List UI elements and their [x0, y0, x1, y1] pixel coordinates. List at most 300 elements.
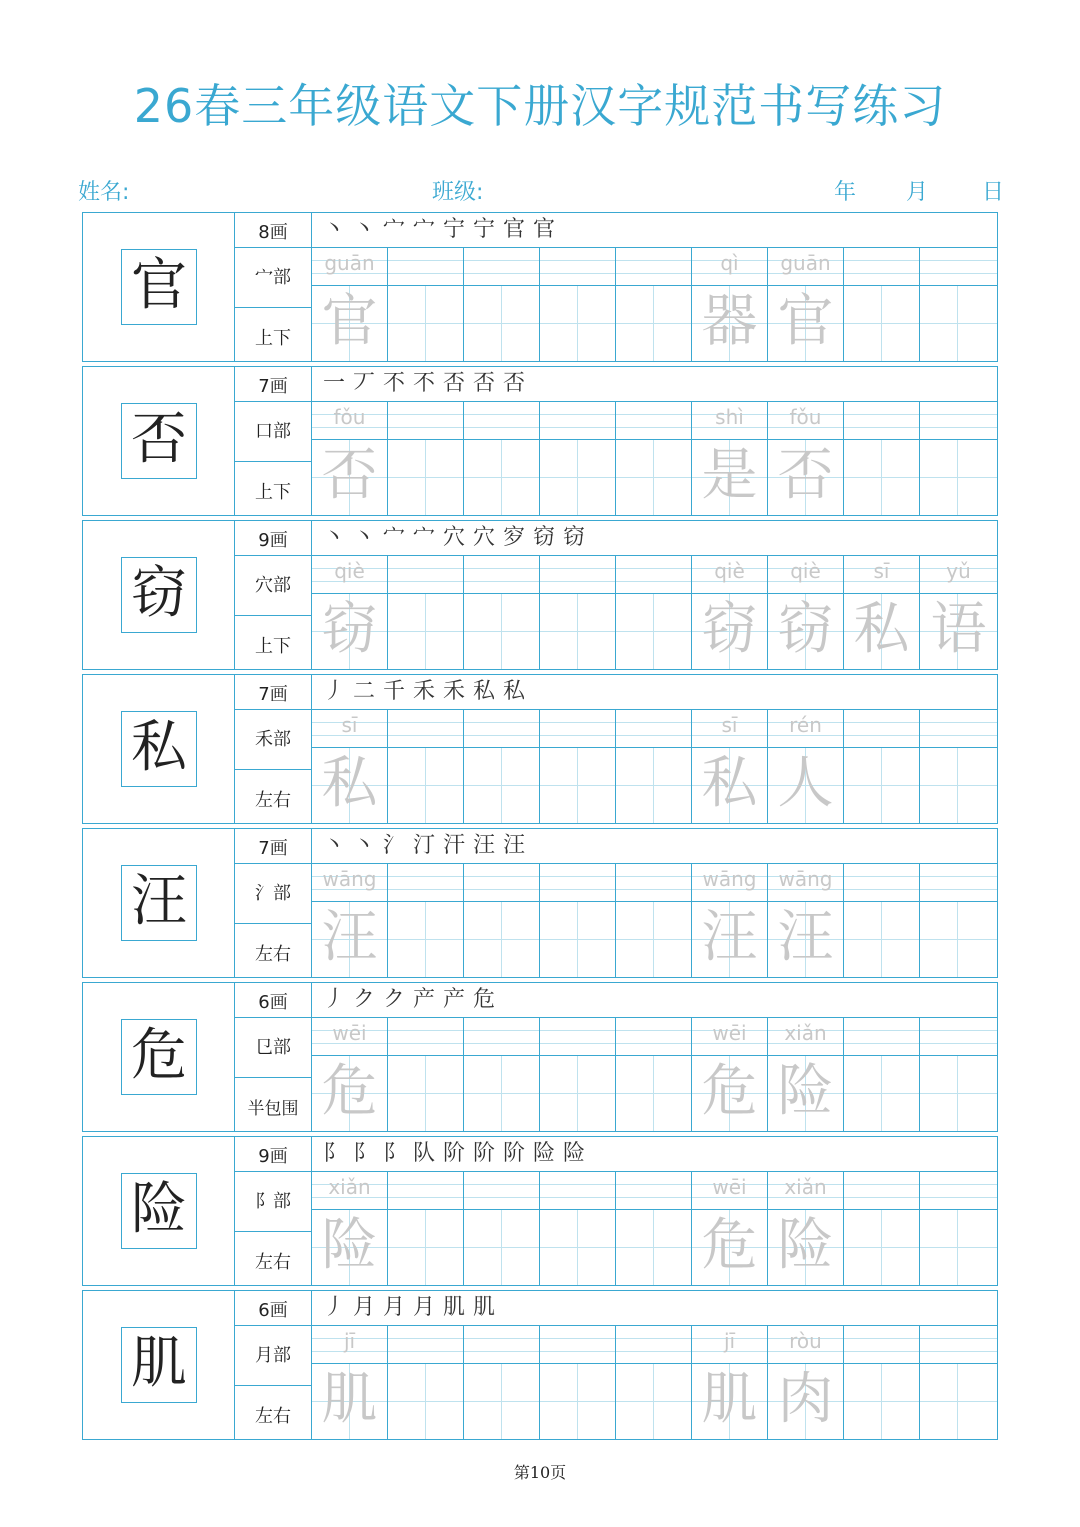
stroke-step: 二	[352, 679, 377, 704]
practice-cell[interactable]	[388, 710, 464, 823]
big-char-cell	[83, 675, 235, 823]
practice-cell[interactable]	[692, 864, 768, 977]
char-info	[235, 213, 312, 361]
trace-character: 窃	[312, 594, 387, 669]
pinyin-line	[464, 402, 539, 440]
trace-character: 肌	[692, 1364, 767, 1439]
practice-cell[interactable]	[920, 1172, 997, 1285]
pinyin-line: wāng	[312, 864, 387, 902]
structure: 半包围	[247, 1099, 299, 1119]
practice-cell[interactable]	[464, 864, 540, 977]
trace-character	[540, 1056, 615, 1131]
practice-cell[interactable]	[464, 248, 540, 361]
stroke-step: 否	[502, 371, 527, 396]
pinyin-line	[464, 1172, 539, 1210]
practice-cell[interactable]	[844, 1326, 920, 1439]
pinyin-line	[464, 710, 539, 748]
trace-character	[464, 594, 539, 669]
stroke-count: 6画	[235, 1296, 311, 1326]
pinyin-line	[616, 1326, 691, 1364]
pinyin-line	[464, 248, 539, 286]
practice-cell[interactable]	[388, 1172, 464, 1285]
practice-cell[interactable]	[540, 710, 616, 823]
practice-cell[interactable]	[768, 1018, 844, 1131]
pinyin-line	[388, 1172, 463, 1210]
pinyin-line	[540, 1018, 615, 1056]
stroke-step: 汪	[472, 833, 497, 858]
big-char: 危	[121, 1019, 197, 1095]
char-info	[235, 1291, 312, 1439]
trace-character: 窃	[768, 594, 843, 669]
stroke-step: 宀	[412, 525, 437, 550]
practice-cell[interactable]	[920, 710, 997, 823]
practice-cell[interactable]	[464, 1326, 540, 1439]
big-char: 窃	[121, 557, 197, 633]
stroke-step: ク	[382, 987, 407, 1012]
practice-cell[interactable]	[312, 710, 388, 823]
big-char: 汪	[121, 865, 197, 941]
practice-cell[interactable]	[844, 1018, 920, 1131]
practice-cell[interactable]	[920, 1326, 997, 1439]
stroke-step: 禾	[442, 679, 467, 704]
structure: 左右	[255, 1252, 291, 1273]
stroke-step: 穴	[472, 525, 497, 550]
practice-cell[interactable]	[692, 402, 768, 515]
pinyin-line: guān	[768, 248, 843, 286]
practice-cell[interactable]	[616, 710, 692, 823]
month-label: 月	[906, 180, 929, 205]
year-label: 年	[834, 180, 857, 205]
trace-character	[920, 1210, 997, 1285]
practice-cell[interactable]	[768, 1172, 844, 1285]
pinyin-line	[920, 710, 997, 748]
stroke-step: 丶	[352, 217, 377, 242]
writing-grid	[312, 710, 997, 823]
pinyin-line	[540, 248, 615, 286]
practice-cell[interactable]	[844, 864, 920, 977]
stroke-step: 不	[412, 371, 437, 396]
pinyin-line	[540, 1172, 615, 1210]
char-block	[82, 828, 998, 978]
practice-cell[interactable]	[768, 864, 844, 977]
char-block	[82, 982, 998, 1132]
pinyin-line: yǔ	[920, 556, 997, 594]
trace-character	[844, 286, 919, 361]
practice-cell[interactable]	[692, 556, 768, 669]
trace-character	[388, 902, 463, 977]
practice-cell[interactable]	[388, 1326, 464, 1439]
stroke-step: 丿	[322, 987, 347, 1012]
practice-cell[interactable]	[616, 556, 692, 669]
trace-character: 是	[692, 440, 767, 515]
stroke-step: 危	[472, 987, 497, 1012]
big-char: 肌	[121, 1327, 197, 1403]
practice-cell[interactable]	[312, 1172, 388, 1285]
practice-cell[interactable]	[464, 1172, 540, 1285]
practice-cell[interactable]	[844, 556, 920, 669]
practice-cell[interactable]	[844, 248, 920, 361]
stroke-order	[312, 213, 997, 248]
stroke-count: 9画	[235, 526, 311, 556]
stroke-step: 禾	[412, 679, 437, 704]
stroke-order	[312, 829, 997, 864]
stroke-step: 险	[532, 1141, 557, 1166]
trace-character	[540, 1364, 615, 1439]
practice-cell[interactable]	[312, 402, 388, 515]
stroke-step: 队	[412, 1141, 437, 1166]
practice-cell[interactable]	[768, 1326, 844, 1439]
writing-grid	[312, 248, 997, 361]
trace-character	[844, 1210, 919, 1285]
stroke-step: 险	[562, 1141, 587, 1166]
practice-cell[interactable]	[464, 1018, 540, 1131]
radical: 穴部	[235, 556, 311, 616]
stroke-order	[312, 675, 997, 710]
practice-cell[interactable]	[844, 1172, 920, 1285]
trace-character	[464, 286, 539, 361]
stroke-count: 8画	[235, 218, 311, 248]
char-block	[82, 674, 998, 824]
practice-cell[interactable]	[388, 402, 464, 515]
char-block	[82, 212, 998, 362]
practice-cell[interactable]	[388, 556, 464, 669]
practice-cell[interactable]	[312, 248, 388, 361]
pinyin-line	[540, 1326, 615, 1364]
practice-cell[interactable]	[312, 556, 388, 669]
structure: 上下	[255, 482, 291, 503]
trace-character: 私	[844, 594, 919, 669]
practice-cell[interactable]	[540, 1326, 616, 1439]
structure: 左右	[255, 1406, 291, 1427]
practice-cell[interactable]	[616, 248, 692, 361]
trace-character	[388, 594, 463, 669]
practice-cell[interactable]	[388, 248, 464, 361]
pinyin-line	[920, 1326, 997, 1364]
char-block	[82, 1290, 998, 1440]
pinyin-line: qiè	[692, 556, 767, 594]
pinyin-line	[616, 402, 691, 440]
char-info	[235, 983, 312, 1131]
pinyin-line	[464, 864, 539, 902]
practice-cell[interactable]	[540, 1018, 616, 1131]
trace-character: 危	[692, 1210, 767, 1285]
big-char-cell	[83, 1291, 235, 1439]
practice-cell[interactable]	[844, 710, 920, 823]
trace-character	[844, 748, 919, 823]
radical: 宀部	[235, 248, 311, 308]
stroke-step: 否	[442, 371, 467, 396]
pinyin-line: xiǎn	[768, 1018, 843, 1056]
stroke-step: 宁	[472, 217, 497, 242]
trace-character	[464, 748, 539, 823]
trace-character	[540, 440, 615, 515]
stroke-step: 汪	[502, 833, 527, 858]
stroke-step: 阶	[472, 1141, 497, 1166]
practice-cell[interactable]	[844, 402, 920, 515]
pinyin-line	[920, 1018, 997, 1056]
practice-cell[interactable]	[692, 1326, 768, 1439]
char-block	[82, 520, 998, 670]
big-char-cell	[83, 983, 235, 1131]
trace-character	[388, 286, 463, 361]
stroke-step: 产	[412, 987, 437, 1012]
practice-cell[interactable]	[920, 402, 997, 515]
day-label: 日	[982, 180, 1005, 205]
pinyin-line	[844, 1018, 919, 1056]
stroke-step: 丿	[322, 679, 347, 704]
radical: 氵部	[235, 864, 311, 924]
trace-character	[616, 440, 691, 515]
pinyin-line: wāng	[768, 864, 843, 902]
pinyin-line: xiǎn	[768, 1172, 843, 1210]
stroke-step: 穴	[442, 525, 467, 550]
pinyin-line: jī	[312, 1326, 387, 1364]
radical: 阝部	[235, 1172, 311, 1232]
radical: 口部	[235, 402, 311, 462]
stroke-step: ク	[352, 987, 377, 1012]
trace-character	[616, 594, 691, 669]
trace-character: 语	[920, 594, 997, 669]
stroke-step: 阝	[382, 1141, 407, 1166]
pinyin-line	[844, 1326, 919, 1364]
practice-cell[interactable]	[312, 1018, 388, 1131]
trace-character	[388, 1364, 463, 1439]
stroke-step: 宀	[382, 217, 407, 242]
trace-character	[540, 594, 615, 669]
trace-character	[844, 902, 919, 977]
structure: 上下	[255, 636, 291, 657]
stroke-step: 肌	[472, 1295, 497, 1320]
pinyin-line	[540, 710, 615, 748]
pinyin-line	[388, 1326, 463, 1364]
stroke-step: 否	[472, 371, 497, 396]
practice-cell[interactable]	[388, 1018, 464, 1131]
pinyin-line	[616, 710, 691, 748]
practice-cell[interactable]	[768, 710, 844, 823]
trace-character: 汪	[692, 902, 767, 977]
pinyin-line	[844, 1172, 919, 1210]
stroke-step: 私	[502, 679, 527, 704]
big-char-cell	[83, 521, 235, 669]
pinyin-line	[388, 710, 463, 748]
practice-cell[interactable]	[616, 1172, 692, 1285]
practice-cell[interactable]	[616, 402, 692, 515]
pinyin-line	[540, 402, 615, 440]
writing-grid	[312, 1018, 997, 1131]
trace-character	[464, 440, 539, 515]
page-title: 26春三年级语文下册汉字规范书写练习	[133, 79, 947, 133]
stroke-step: 一	[322, 371, 347, 396]
stroke-step: 窃	[562, 525, 587, 550]
trace-character	[616, 1210, 691, 1285]
pinyin-line: qiè	[768, 556, 843, 594]
trace-character	[540, 286, 615, 361]
pinyin-line: xiǎn	[312, 1172, 387, 1210]
stroke-step: 丶	[322, 833, 347, 858]
trace-character: 汪	[768, 902, 843, 977]
page-number: 第10页	[513, 1463, 567, 1482]
pinyin-line: fǒu	[312, 402, 387, 440]
practice-cell[interactable]	[920, 1018, 997, 1131]
stroke-step: 月	[352, 1295, 377, 1320]
stroke-step: 丿	[322, 1295, 347, 1320]
stroke-step: 官	[532, 217, 557, 242]
trace-character	[616, 1056, 691, 1131]
practice-cell[interactable]	[616, 864, 692, 977]
pinyin-line: wēi	[692, 1018, 767, 1056]
stroke-order	[312, 1137, 997, 1172]
pinyin-line: guān	[312, 248, 387, 286]
trace-character	[920, 902, 997, 977]
writing-grid	[312, 1172, 997, 1285]
pinyin-line	[616, 864, 691, 902]
trace-character: 私	[692, 748, 767, 823]
trace-character	[464, 902, 539, 977]
stroke-step: 官	[502, 217, 527, 242]
structure: 左右	[255, 944, 291, 965]
pinyin-line	[540, 864, 615, 902]
radical: 㔾部	[235, 1018, 311, 1078]
trace-character: 肌	[312, 1364, 387, 1439]
trace-character	[844, 1364, 919, 1439]
big-char-cell	[83, 1137, 235, 1285]
trace-character: 危	[312, 1056, 387, 1131]
pinyin-line	[388, 248, 463, 286]
practice-cell[interactable]	[692, 248, 768, 361]
stroke-count: 9画	[235, 1142, 311, 1172]
radical: 月部	[235, 1326, 311, 1386]
trace-character: 肉	[768, 1364, 843, 1439]
practice-cell[interactable]	[920, 556, 997, 669]
stroke-step: 丶	[352, 833, 377, 858]
practice-cell[interactable]	[920, 864, 997, 977]
radical: 禾部	[235, 710, 311, 770]
practice-cell[interactable]	[464, 710, 540, 823]
stroke-count: 7画	[235, 834, 311, 864]
stroke-order	[312, 1291, 997, 1326]
pinyin-line: rén	[768, 710, 843, 748]
stroke-step: 月	[382, 1295, 407, 1320]
trace-character	[464, 1210, 539, 1285]
writing-grid	[312, 556, 997, 669]
trace-character: 官	[768, 286, 843, 361]
stroke-step: 宀	[412, 217, 437, 242]
pinyin-line	[920, 402, 997, 440]
stroke-count: 7画	[235, 680, 311, 710]
pinyin-line	[616, 1018, 691, 1056]
pinyin-line	[616, 248, 691, 286]
stroke-step: 丶	[352, 525, 377, 550]
pinyin-line	[920, 864, 997, 902]
big-char: 官	[121, 249, 197, 325]
name-label: 姓名:	[78, 180, 130, 205]
practice-cell[interactable]	[768, 402, 844, 515]
char-block	[82, 1136, 998, 1286]
char-info	[235, 521, 312, 669]
trace-character: 人	[768, 748, 843, 823]
char-info	[235, 829, 312, 977]
practice-cell[interactable]	[692, 1172, 768, 1285]
pinyin-line: sī	[844, 556, 919, 594]
pinyin-line	[616, 1172, 691, 1210]
char-block	[82, 366, 998, 516]
practice-cell[interactable]	[540, 556, 616, 669]
practice-cell[interactable]	[464, 402, 540, 515]
pinyin-line: qì	[692, 248, 767, 286]
pinyin-line: wēi	[692, 1172, 767, 1210]
trace-character: 险	[312, 1210, 387, 1285]
stroke-order	[312, 983, 997, 1018]
practice-cell[interactable]	[692, 1018, 768, 1131]
trace-character: 危	[692, 1056, 767, 1131]
practice-cell[interactable]	[692, 710, 768, 823]
stroke-step: 窃	[532, 525, 557, 550]
practice-cell[interactable]	[312, 864, 388, 977]
practice-cell[interactable]	[768, 556, 844, 669]
pinyin-line	[920, 1172, 997, 1210]
pinyin-line	[388, 556, 463, 594]
stroke-step: 氵	[382, 833, 407, 858]
pinyin-line	[464, 1018, 539, 1056]
practice-cell[interactable]	[388, 864, 464, 977]
practice-cell[interactable]	[312, 1326, 388, 1439]
pinyin-line	[464, 556, 539, 594]
pinyin-line	[464, 1326, 539, 1364]
stroke-step: 汗	[442, 833, 467, 858]
pinyin-line	[844, 248, 919, 286]
big-char: 险	[121, 1173, 197, 1249]
big-char-cell	[83, 367, 235, 515]
practice-cell[interactable]	[920, 248, 997, 361]
trace-character	[464, 1056, 539, 1131]
practice-cell[interactable]	[540, 248, 616, 361]
pinyin-line	[844, 864, 919, 902]
stroke-step: 丆	[352, 371, 377, 396]
stroke-step: 私	[472, 679, 497, 704]
trace-character	[388, 1056, 463, 1131]
pinyin-line: fǒu	[768, 402, 843, 440]
stroke-step: 阶	[502, 1141, 527, 1166]
pinyin-line: ròu	[768, 1326, 843, 1364]
pinyin-line: sī	[312, 710, 387, 748]
trace-character	[464, 1364, 539, 1439]
practice-cell[interactable]	[540, 864, 616, 977]
stroke-step: 阝	[352, 1141, 377, 1166]
trace-character	[616, 1364, 691, 1439]
pinyin-line	[540, 556, 615, 594]
trace-character: 器	[692, 286, 767, 361]
trace-character: 否	[768, 440, 843, 515]
stroke-step: 穸	[502, 525, 527, 550]
trace-character	[388, 440, 463, 515]
practice-cell[interactable]	[616, 1326, 692, 1439]
stroke-count: 6画	[235, 988, 311, 1018]
practice-cell[interactable]	[540, 1172, 616, 1285]
pinyin-line	[616, 556, 691, 594]
pinyin-line	[388, 402, 463, 440]
big-char: 否	[121, 403, 197, 479]
practice-cell[interactable]	[540, 402, 616, 515]
char-info	[235, 675, 312, 823]
trace-character	[920, 1364, 997, 1439]
practice-cell[interactable]	[768, 248, 844, 361]
char-info	[235, 1137, 312, 1285]
practice-cell[interactable]	[464, 556, 540, 669]
stroke-step: 汀	[412, 833, 437, 858]
trace-character	[388, 1210, 463, 1285]
practice-cell[interactable]	[616, 1018, 692, 1131]
big-char: 私	[121, 711, 197, 787]
